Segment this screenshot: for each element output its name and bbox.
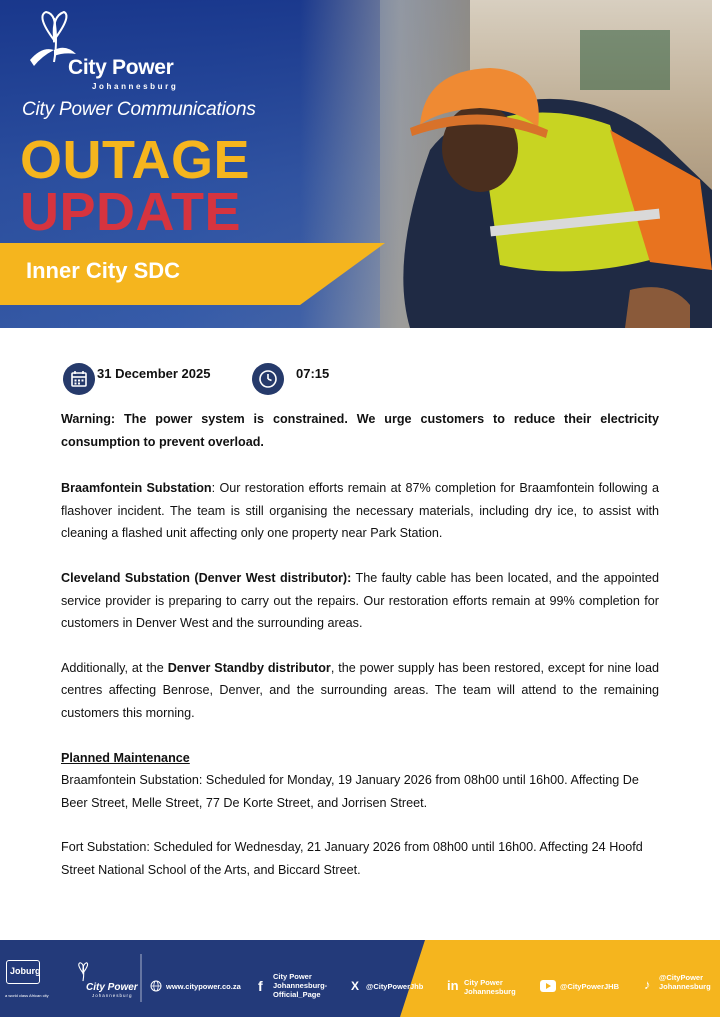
linkedin-icon: in	[447, 978, 459, 993]
warning-text: Warning: The power system is constrained. We urge customers to reduce their electricity consumption to prevent overload.	[61, 412, 659, 449]
planned-heading	[61, 747, 659, 770]
notice-body	[61, 408, 659, 882]
denver-text: , the power supply has been restored, except for nine load centres affecting Benrose, Denver, and the surrounding areas. The team will attend to the remaining customers this morning.	[61, 660, 659, 720]
cleveland-text: The faulty cable has been located, and the appointed service provider is preparing to carry out the repairs. Our restoration efforts remain at 99% completion for customers in Denver West and the surrounding areas.	[61, 570, 659, 631]
planned-item-fort: Fort Substation: Scheduled for Wednesday, 21 January 2026 from 08h00 until 16h00. Affecting 24 Hoofd Street National School of the Arts, and Biccard Street.	[61, 840, 643, 877]
region-band	[0, 243, 712, 328]
brand-name: City Power	[68, 56, 174, 79]
title-update: UPDATE	[20, 182, 242, 242]
title-outage: OUTAGE	[20, 130, 250, 190]
footer-butterfly-icon	[72, 962, 94, 984]
planned-heading-text: Planned Maintenance	[61, 750, 190, 765]
x-icon: X	[351, 979, 360, 993]
footer-background	[0, 940, 720, 1017]
department-label: City Power Communications	[22, 99, 256, 120]
brand-city: Johannesburg	[92, 82, 179, 91]
braamfontein-paragraph	[61, 477, 659, 545]
joburg-logo-text: Joburg	[10, 966, 41, 976]
youtube-link[interactable]: @CityPowerJHB	[560, 982, 619, 991]
warning-paragraph	[61, 408, 659, 453]
braamfontein-title: Braamfontein Substation	[61, 481, 212, 496]
footer-bar	[0, 940, 720, 1017]
joburg-tagline: a world class African city	[5, 993, 49, 998]
clock-icon	[252, 363, 284, 395]
linkedin-link[interactable]: City Power Johannesburg	[464, 978, 516, 996]
facebook-link[interactable]: City Power Johannesburg-Official_Page	[273, 972, 328, 999]
denver-title: Denver Standby distributor	[167, 660, 331, 675]
braamfontein-text: : Our restoration efforts remain at 87% completion for Braamfontein following a flashover incident. The team is still organising the necessary materials, including dry ice, to assist with cleaning a flashed unit affecting only one property near Park Station.	[61, 481, 659, 541]
publish-time: 07:15	[296, 366, 330, 381]
tiktok-link[interactable]: @CityPower Johannesburg	[659, 973, 711, 991]
youtube-icon	[540, 980, 556, 992]
calendar-icon	[63, 363, 95, 395]
denver-paragraph	[61, 657, 659, 725]
denver-intro: Additionally, at the	[61, 660, 168, 675]
region-title: Inner City SDC	[26, 258, 181, 283]
joburg-logo	[6, 960, 40, 984]
x-link[interactable]: @CityPowerJhb	[366, 982, 424, 991]
footer-brand-name: City Power	[86, 982, 138, 993]
tiktok-icon: ♪	[644, 977, 651, 992]
publish-date: 31 December 2025	[97, 366, 211, 381]
website-link[interactable]: www.citypower.co.za	[166, 982, 241, 991]
globe-icon	[150, 980, 162, 992]
cleveland-title: Cleveland Substation (Denver West distributor):	[61, 570, 352, 585]
cleveland-paragraph	[61, 567, 659, 635]
facebook-icon: f	[258, 978, 263, 994]
planned-item-braamfontein: Braamfontein Substation: Scheduled for Monday, 19 January 2026 from 08h00 until 16h00. Affecting De Beer Street, Melle Street, 77 De Korte Street, and Jorrisen Street.	[61, 773, 639, 810]
footer-brand-city: Johannesburg	[92, 993, 133, 998]
header-banner	[0, 0, 712, 328]
city-power-logo	[24, 10, 184, 90]
